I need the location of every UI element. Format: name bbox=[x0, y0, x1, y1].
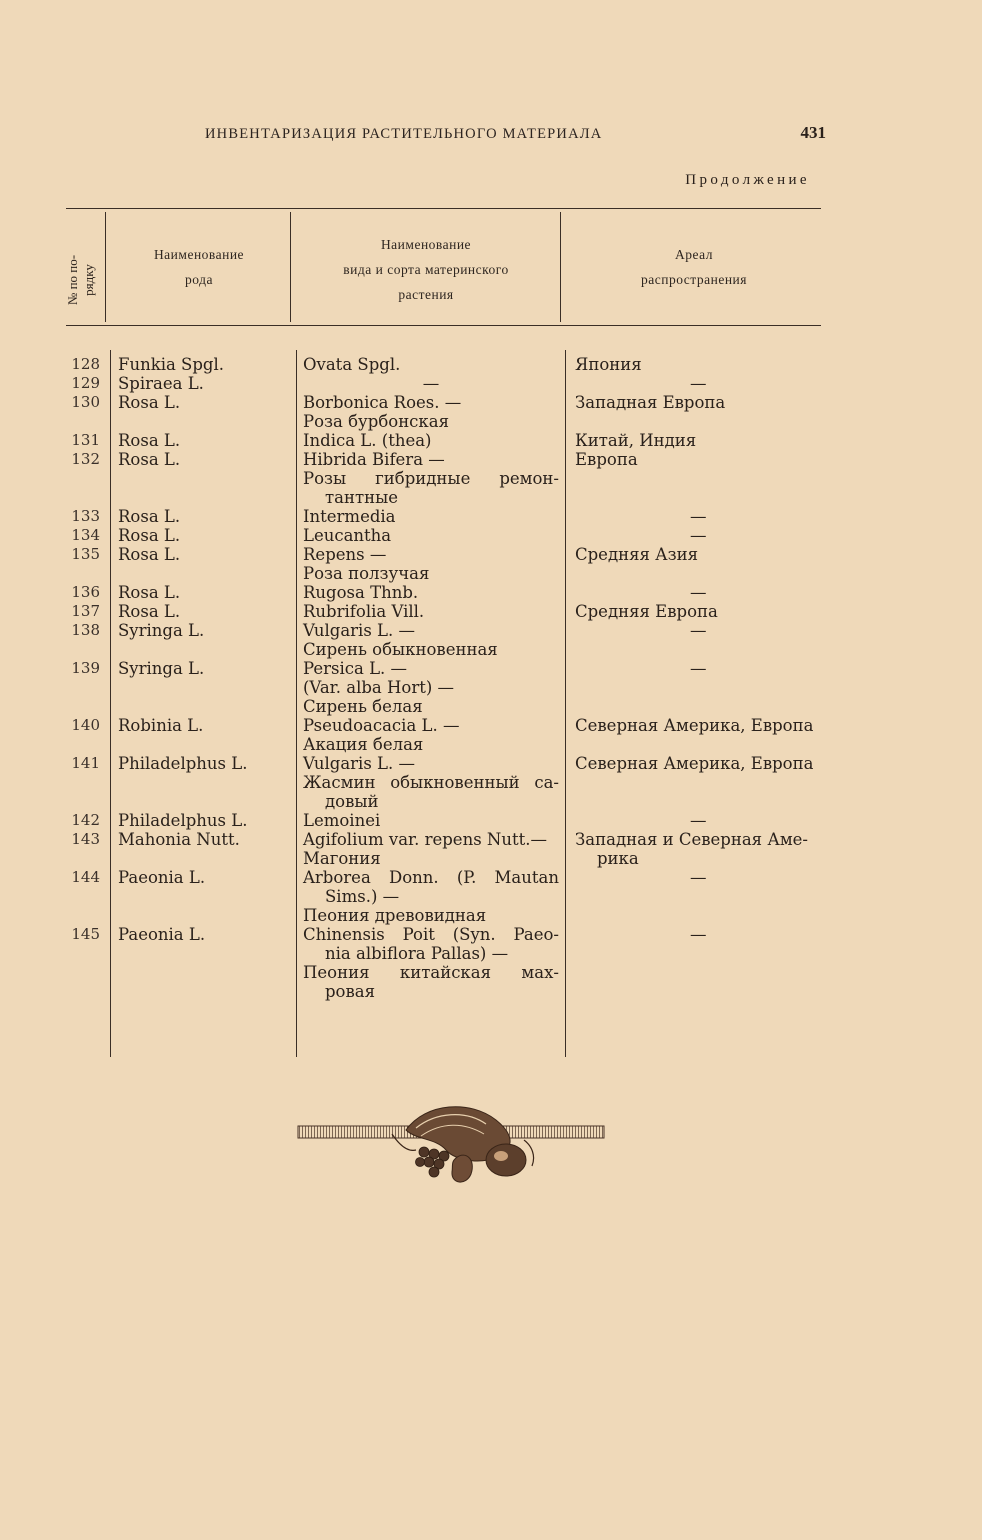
table-row bbox=[0, 583, 982, 602]
species-name bbox=[303, 659, 559, 716]
species-line: довый bbox=[325, 792, 379, 811]
range-value bbox=[690, 811, 720, 830]
row-number: 133 bbox=[71, 507, 100, 525]
genus-name: Rosa L. bbox=[118, 602, 181, 621]
species-line: тантные bbox=[325, 488, 398, 507]
header-divider bbox=[290, 212, 291, 322]
species-line: Сирень белая bbox=[303, 697, 423, 716]
species-line: Leucantha bbox=[303, 526, 392, 545]
table-row bbox=[0, 431, 982, 450]
range-line: Европа bbox=[575, 450, 638, 469]
range-value bbox=[575, 602, 825, 621]
species-name bbox=[303, 583, 559, 602]
range-value bbox=[575, 545, 825, 564]
range-line: Средняя Азия bbox=[575, 545, 699, 564]
row-number: 134 bbox=[71, 526, 100, 544]
species-name bbox=[303, 374, 559, 393]
genus-name: Paeonia L. bbox=[118, 868, 206, 887]
range-line: — bbox=[690, 507, 707, 526]
range-line: — bbox=[690, 811, 707, 830]
genus-name: Spiraea L. bbox=[118, 374, 204, 393]
column-header-range: Ареал распространения bbox=[641, 247, 747, 287]
continuation-label: Продолжение bbox=[685, 172, 810, 188]
species-line: Pseudoacacia L. — bbox=[303, 716, 460, 735]
range-line: — bbox=[690, 621, 707, 640]
species-line: ровая bbox=[325, 982, 376, 1001]
row-number: 145 bbox=[71, 925, 100, 943]
species-line: Жасмин обыкновенный са- bbox=[303, 773, 559, 792]
species-line: Sims.) — bbox=[325, 887, 400, 906]
row-number: 130 bbox=[71, 393, 100, 411]
range-line: Средняя Европа bbox=[575, 602, 718, 621]
species-line: nia albiflora Pallas) — bbox=[325, 944, 509, 963]
row-number: 129 bbox=[71, 374, 100, 392]
species-line: (Var. alba Hort) — bbox=[303, 678, 455, 697]
species-name bbox=[303, 507, 559, 526]
range-value bbox=[690, 659, 720, 678]
table-row bbox=[0, 811, 982, 830]
table-row bbox=[0, 716, 982, 754]
range-value bbox=[575, 355, 825, 374]
species-line: Vulgaris L. — bbox=[303, 621, 415, 640]
species-line: — bbox=[422, 374, 440, 393]
table-row bbox=[0, 925, 982, 1001]
species-name bbox=[303, 621, 559, 659]
species-line: Lemoinei bbox=[303, 811, 381, 830]
table-header-rule bbox=[66, 325, 821, 326]
table-row bbox=[0, 545, 982, 583]
species-line: Borbonica Roes. — bbox=[303, 393, 462, 412]
species-line: Agifolium var. repens Nutt.— bbox=[303, 830, 547, 849]
table-row bbox=[0, 754, 982, 811]
range-value bbox=[575, 830, 825, 868]
header-divider bbox=[105, 212, 106, 322]
range-value bbox=[690, 507, 720, 526]
genus-name: Funkia Spgl. bbox=[118, 355, 225, 374]
range-value bbox=[575, 393, 825, 412]
column-header-genus: Наименование рода bbox=[153, 247, 245, 287]
table-row bbox=[0, 393, 982, 431]
table-row bbox=[0, 526, 982, 545]
species-line: Rugosa Thnb. bbox=[303, 583, 419, 602]
row-number: 137 bbox=[71, 602, 100, 620]
genus-name: Rosa L. bbox=[118, 450, 181, 469]
range-line: рика bbox=[597, 849, 639, 868]
table-row bbox=[0, 621, 982, 659]
range-line: — bbox=[690, 925, 707, 944]
genus-name: Syringa L. bbox=[118, 659, 205, 678]
species-name bbox=[303, 393, 559, 431]
species-name bbox=[303, 716, 559, 754]
range-value bbox=[690, 374, 720, 393]
range-value bbox=[575, 716, 825, 735]
range-line: — bbox=[690, 583, 707, 602]
row-number: 143 bbox=[71, 830, 100, 848]
running-title: ИНВЕНТАРИЗАЦИЯ РАСТИТЕЛЬНОГО МАТЕРИАЛА bbox=[205, 126, 603, 142]
genus-name: Mahonia Nutt. bbox=[118, 830, 240, 849]
range-value bbox=[690, 583, 720, 602]
genus-name: Paeonia L. bbox=[118, 925, 206, 944]
species-line: Акация белая bbox=[303, 735, 424, 754]
genus-name: Rosa L. bbox=[118, 507, 181, 526]
row-number: 132 bbox=[71, 450, 100, 468]
table-row bbox=[0, 830, 982, 868]
genus-name: Robinia L. bbox=[118, 716, 204, 735]
genus-name: Syringa L. bbox=[118, 621, 205, 640]
species-line: Ovata Spgl. bbox=[303, 355, 401, 374]
species-name bbox=[303, 925, 559, 1001]
row-number: 136 bbox=[71, 583, 100, 601]
species-line: Hibrida Bifera — bbox=[303, 450, 445, 469]
range-value bbox=[690, 621, 720, 640]
row-number: 144 bbox=[71, 868, 100, 886]
genus-name: Rosa L. bbox=[118, 545, 181, 564]
row-number: 139 bbox=[71, 659, 100, 677]
species-line: Intermedia bbox=[303, 507, 396, 526]
species-name bbox=[303, 868, 559, 925]
table-row bbox=[0, 374, 982, 393]
row-number: 131 bbox=[71, 431, 100, 449]
species-line: Магония bbox=[303, 849, 381, 868]
species-line: Chinensis Poit (Syn. Paeo- bbox=[303, 925, 559, 944]
range-line: — bbox=[690, 868, 707, 887]
species-line: Сирень обыкновенная bbox=[303, 640, 498, 659]
species-line: Arborea Donn. (P. Mautan bbox=[303, 868, 559, 887]
table-row bbox=[0, 602, 982, 621]
range-line: Западная и Северная Аме- bbox=[575, 830, 809, 849]
species-line: Розы гибридные ремон- bbox=[303, 469, 559, 488]
species-name bbox=[303, 830, 559, 868]
row-number: 128 bbox=[71, 355, 100, 373]
genus-name: Rosa L. bbox=[118, 583, 181, 602]
table-row bbox=[0, 450, 982, 507]
range-line: Северная Америка, Европа bbox=[575, 754, 814, 773]
page-number: 431 bbox=[800, 123, 826, 142]
species-name bbox=[303, 355, 559, 374]
species-name bbox=[303, 526, 559, 545]
column-header-species: Наименование вида и сорта материнского растения bbox=[343, 237, 509, 302]
row-number: 142 bbox=[71, 811, 100, 829]
species-line: Пеония китайская мах- bbox=[303, 963, 559, 982]
species-line: Repens — bbox=[303, 545, 387, 564]
row-number: 141 bbox=[71, 754, 100, 772]
species-line: Rubrifolia Vill. bbox=[303, 602, 425, 621]
species-line: Vulgaris L. — bbox=[303, 754, 415, 773]
genus-name: Philadelphus L. bbox=[118, 811, 248, 830]
species-name bbox=[303, 545, 559, 583]
species-line: Indica L. (thea) bbox=[303, 431, 432, 450]
table-top-rule bbox=[66, 208, 821, 209]
species-name bbox=[303, 431, 559, 450]
genus-name: Philadelphus L. bbox=[118, 754, 248, 773]
species-line: Роза ползучая bbox=[303, 564, 430, 583]
range-line: — bbox=[690, 374, 707, 393]
species-line: Persica L. — bbox=[303, 659, 408, 678]
range-line: — bbox=[690, 659, 707, 678]
row-number: 138 bbox=[71, 621, 100, 639]
genus-name: Rosa L. bbox=[118, 393, 181, 412]
row-number: 140 bbox=[71, 716, 100, 734]
range-value bbox=[690, 868, 720, 887]
row-number: 135 bbox=[71, 545, 100, 563]
table-row bbox=[0, 355, 982, 374]
species-name bbox=[303, 450, 559, 507]
range-value bbox=[575, 754, 825, 773]
species-name bbox=[303, 811, 559, 830]
table-row bbox=[0, 507, 982, 526]
fruit-garland-ornament-icon bbox=[296, 1100, 606, 1190]
range-line: Западная Европа bbox=[575, 393, 726, 412]
column-header-number: № по по- рядку bbox=[65, 254, 96, 306]
species-name bbox=[303, 754, 559, 811]
genus-name: Rosa L. bbox=[118, 431, 181, 450]
species-line: Пеония древовидная bbox=[303, 906, 487, 925]
range-line: Китай, Индия bbox=[575, 431, 697, 450]
species-line: Роза бурбонская bbox=[303, 412, 449, 431]
table-body bbox=[0, 355, 982, 1001]
table-row bbox=[0, 659, 982, 716]
range-line: — bbox=[690, 526, 707, 545]
genus-name: Rosa L. bbox=[118, 526, 181, 545]
table-row bbox=[0, 868, 982, 925]
range-line: Япония bbox=[575, 355, 642, 374]
range-value bbox=[575, 450, 825, 469]
range-value bbox=[575, 431, 825, 450]
header-divider bbox=[560, 212, 561, 322]
species-name bbox=[303, 602, 559, 621]
range-value bbox=[690, 526, 720, 545]
range-value bbox=[690, 925, 720, 944]
range-line: Северная Америка, Европа bbox=[575, 716, 814, 735]
